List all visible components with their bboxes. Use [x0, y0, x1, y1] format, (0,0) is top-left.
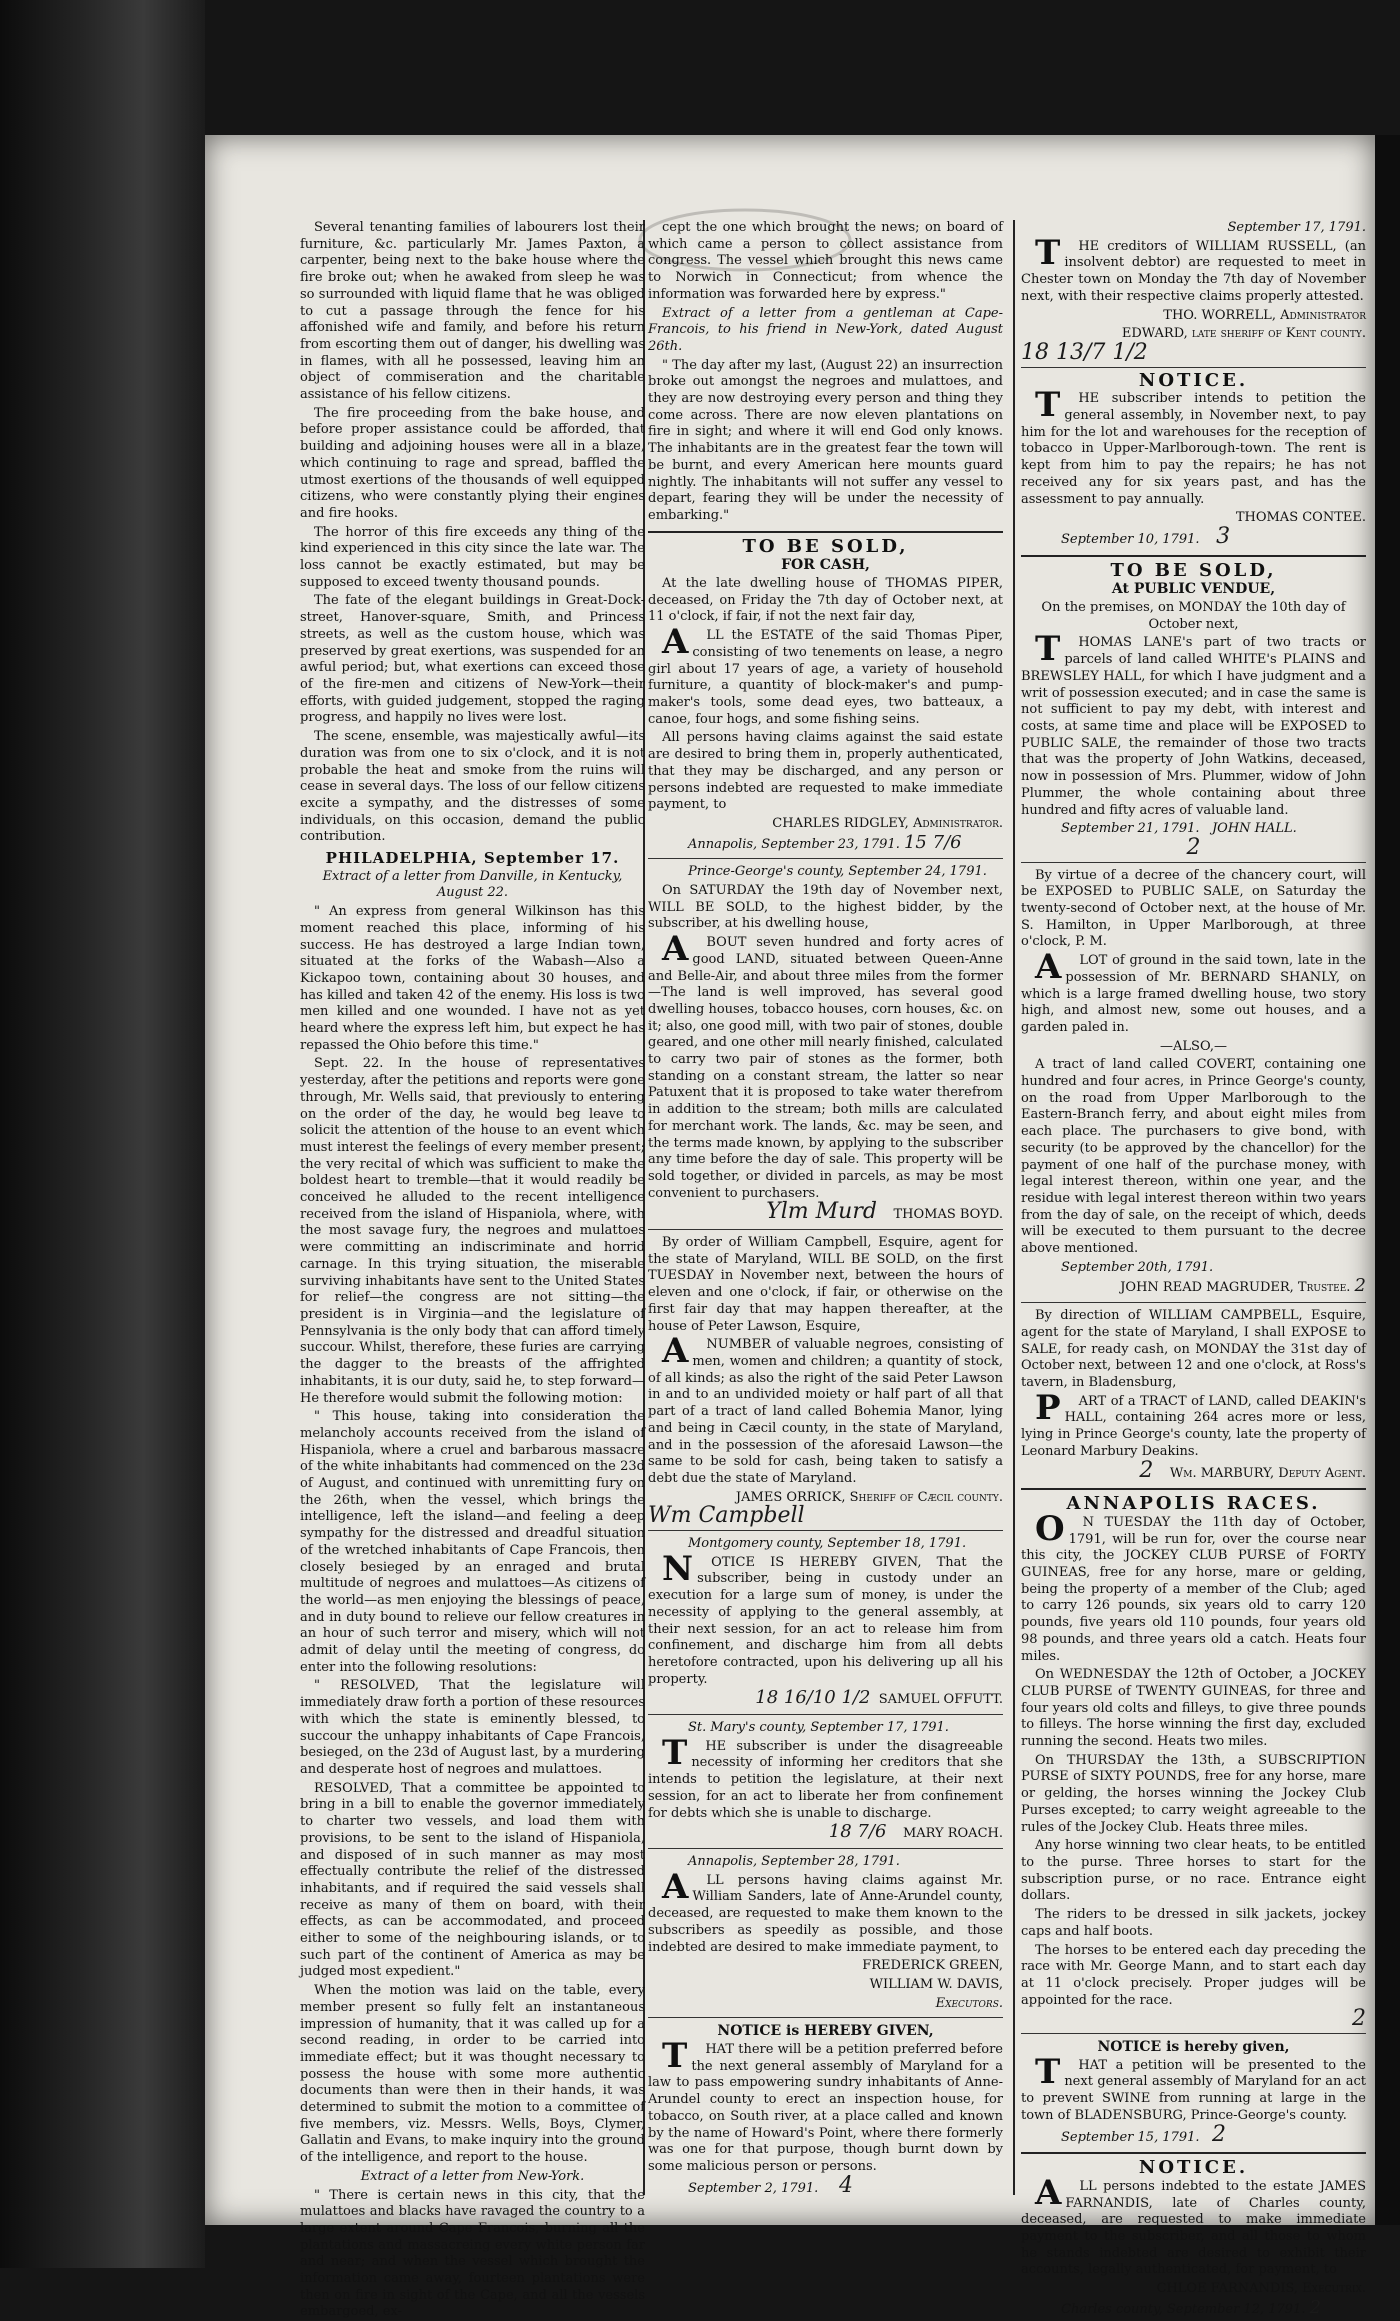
ad-signature: SAMUEL OFFUTT. — [878, 1692, 1003, 1708]
ad-signature: Wm. MARBURY, Deputy Agent. — [1169, 1465, 1366, 1481]
ad-body: A tract of land called COVERT, containing one hundred and four acres, in Prince George's county, on the road from Upper Marlborough to the Eastern-Branch ferry, and about eight miles from each place. The purchasers to give bond, with security (to be approved by the chancellor) for the payment of one half of the purchase money, with legal interest thereon, within one year, and the residue with legal interest thereon within two years from the day of sale, on the receipt of which, deeds will be executed to them pursuant to the decree above mentioned. — [1021, 1057, 1366, 1257]
ad-body: ON TUESDAY the 11th day of October, 1791, will be run for, over the course near this city, the JOCKEY CLUB PURSE of FORTY GUINEAS, free for any horse, mare or gelding, being the property of a member of the Club; aged to carry 126 pounds, six years old to carry 120 pounds, five years old 110 pounds, four years old 98 pounds, and three years old a catch. Heats four miles. — [1021, 1508, 1366, 1664]
ad-date: Montgomery county, September 18, 1791. — [688, 1536, 967, 1552]
ad-rule — [1021, 862, 1366, 863]
page-edge-shadow — [1375, 135, 1400, 2225]
article-paragraph: When the motion was laid on the table, every member present so fully felt an instantaneous impression of humanity, that it was called up for a second reading, in order to be carried into immediate effect; but it was thought necessary to possess the house with some more authentic documents than were then in their hands, it was determined to submit the motion to a committee of five members, viz. Messrs. Wells, Boys, Clymer, Gallatin and Evans, to make inquiry into the ground of the intelligence, and report to the house. — [300, 1983, 645, 2166]
article-paragraph: The horror of this fire exceeds any thing of the kind experienced in this city since the late war. The loss cannot be exactly estimated, but may be supposed to exceed twenty thousand pounds. — [300, 524, 645, 590]
handwritten-annotation: 2 — [1352, 2006, 1366, 2032]
article-paragraph: Sept. 22. In the house of representatives yesterday, after the petitions and reports were gone through, Mr. Wells said, that previously to entering on the order of the day, he would beg leave to solicit the attention of the house to an event which must interest the feelings of every member present; the very recital of which was sufficient to make the boldest heart to tremble—that it would readily be conceived he alluded to the recent intelligence received from the island of Hispaniola, where, with the most savage fury, the negroes and mulattoes were committing an indiscriminate and horrid carnage. In this trying situation, the miserable surviving inhabitants have sent to the United States for relief—the congress are not sitting—the president is in Virginia—and the legislature of Pennsylvania is the only body that can afford timely succour. Whilst, therefore, these furies are carrying the dagger to the breasts of the affrighted inhabitants, it is our duty, said he, to step forward—He therefore would submit the following motion: — [300, 1056, 645, 1406]
ad-title: TO BE SOLD, — [742, 535, 909, 557]
ad-body: THE subscriber intends to petition the general assembly, in November next, to pay him for the lot and warehouses for the reception of tobacco in Upper-Marlborough-town. The rent is kept from him to pay the repairs; he has not received any for six years past, and has the assessment to pay annually. — [1021, 385, 1366, 507]
ad-rule — [648, 858, 1003, 859]
ad-title: NOTICE is hereby given, — [1097, 2039, 1290, 2056]
ad-subtitle: FOR CASH, — [781, 557, 870, 574]
ad-body: THAT there will be a petition preferred before the next general assembly of Maryland for a law to pass empowering sundry inhabitants of Anne-Arundel county to erect an inspection house, for tobacco, on South river, at a place called and known by the name of Howard's Point, where there formerly was one for that purpose, though burnt down by some malicious person or persons. — [648, 2036, 1003, 2174]
ad-body: ANUMBER of valuable negroes, consisting of men, women and children; a quantity of stock, of all kinds; as also the right of the said Peter Lawson in and to an undivided moiety or half part of all that part of a tract of land called Bohemia Manor, lying and being in Cæcil county, in the state of Maryland, and in the possession of the aforesaid Lawson—the same to be sold for cash, being taken to satisfy a debt due the state of Maryland. — [648, 1331, 1003, 1486]
ad-subtitle: At PUBLIC VENDUE, — [1111, 581, 1276, 598]
ad-rule — [648, 1848, 1003, 1849]
handwritten-annotation: 4 — [838, 2172, 853, 2198]
article-paragraph: The fate of the elegant buildings in Great-Dock-street, Hanover-square, Smith, and Princess streets, as well as the custom house, which was preserved by great exertions, was suspended for an awful period; but, what exertions can exceed those of the fire-men and citizens of New-York—their efforts, with guided judgement, stopped the raging progress, and happily no lives were lost. — [300, 593, 645, 726]
ad-body: On WEDNESDAY the 12th of October, a JOCKEY CLUB PURSE of TWENTY GUINEAS, for three and four years old colts and filleys, to give three pounds to filleys. The horse winning the first day, excluded running the second. Heats two miles. — [1021, 1667, 1366, 1750]
section-rule — [1021, 1488, 1366, 1490]
section-rule — [1021, 2152, 1366, 2154]
ad-signature: WILLIAM W. DAVIS, — [869, 1976, 1003, 1992]
ad-title: NOTICE is HEREBY GIVEN, — [717, 2023, 934, 2040]
handwritten-annotation: Wm Campbell — [648, 1503, 805, 1529]
column-middle — [648, 220, 1003, 2200]
ad-body: All persons having claims against the said estate are desired to bring them in, properly authenticated, that they may be discharged, and any person or persons indebted are requested to make immediate payment, to — [648, 730, 1003, 813]
ad-signature: CHLOE FARNANDIS, Executrix. — [1156, 2281, 1366, 2297]
handwritten-annotation: Ylm Murd — [766, 1199, 877, 1225]
handwritten-annotation: 18 16/10 1/2 — [755, 1687, 871, 1709]
ad-intro: By direction of WILLIAM CAMPBELL, Esquire, agent for the state of Maryland, I shall EXPOSE to SALE, for ready cash, on MONDAY the 31st day of October next, between 12 and one o'clock, at Ross's tavern, in Bladensburg, — [1021, 1308, 1366, 1390]
ad-body: Any horse winning two clear heats, to be entitled to the purse. Three horses to start for the subscription purse, or no race. Entrance eight dollars. — [1021, 1838, 1366, 1904]
ad-date: September 10, 1791. — [1061, 531, 1200, 547]
article-paragraph: " An express from general Wilkinson has this moment reached this place, informing of his success. He has destroyed a large Indian town, situated at the forks of the Wabash—Also a Kickapoo town, containing about 30 houses, and has killed and taken 42 of the enemy. His loss is two men killed and one wounded. I have not as yet heard where the express left him, but expect he has repassed the Ohio before this time." — [300, 904, 645, 1053]
article-paragraph: " There is certain news in this city, that the mulattoes and blacks have ravaged the country to a large extent around Cape Francois, burning all the plantations and massacreing every white person far and near; and when the vessel which brought the information came away, fourteen plantations were then on fire in sight of the Cape, and all the vessels embargoed, ex- — [300, 2187, 645, 2320]
book-binding — [0, 0, 205, 2268]
ad-title: ANNAPOLIS RACES. — [1066, 1493, 1321, 1515]
ad-date-line — [648, 2172, 1003, 2198]
handwritten-annotation: 3 — [1216, 523, 1231, 549]
article-paragraph: " RESOLVED, That the legislature will immediately draw forth a portion of these resources with which the state is eminently blessed, to succour the unhappy inhabitants of Cape Francois, besieged, on the 23d of August last, by a murdering and desperate host of negroes and mulattoes. — [300, 1678, 645, 1777]
handwritten-annotation: 2 — [1186, 834, 1201, 860]
handwritten-annotation: 18 13/7 1/2 — [1021, 339, 1148, 365]
ad-date-line — [1021, 523, 1366, 549]
ad-date-line — [648, 831, 1003, 854]
ad-body: ALL persons having claims against Mr. William Sanders, late of Anne-Arundel county, deceased, are requested to make them known to the subscribers as speedily as possible, and those indebted are desired to make immediate payment, to — [648, 1866, 1003, 1955]
ad-body: ABOUT seven hundred and forty acres of good LAND, situated between Queen-Anne and Belle-Air, and about three miles from the former—The land is well improved, has several good dwelling houses, tobacco houses, corn houses, &c. on it; also, one good mill, with two pair of stones, double geared, and one other mill nearly finished, calculated to carry two pair of stones as the former, both standing on a constant stream, the latter so near Patuxent that it is proposed to take water therefrom in addition to the stream; both mills are calculated for merchant work. The lands, &c. may be seen, and the terms made known, by applying to the subscriber any time before the day of sale. This property will be sold together, or divided in parcels, as may be most convenient to purchasers. — [648, 929, 1003, 1201]
ad-intro: On SATURDAY the 19th day of November next, WILL BE SOLD, to the highest bidder, by the subscriber, at his dwelling house, — [648, 883, 1003, 932]
ad-date: September 2, 1791. — [688, 2180, 819, 2196]
handwritten-annotation: 2 — [1139, 1457, 1154, 1483]
article-paragraph: The scene, ensemble, was majestically awful—its duration was from one to six o'clock, and it is not probable the heat and smoke from the ruins will cease in several days. The loss of our fellow citizens excite a sympathy, and the distresses of some individuals, on this occasion, demand the public contribution. — [300, 729, 645, 845]
ad-body: On THURSDAY the 13th, a SUBSCRIPTION PURSE of SIXTY POUNDS, free for any horse, mare or gelding, the horses winning the Jockey Club Purses excepted; to carry weight agreeable to the rules of the Jockey Club. Heats three miles. — [1021, 1752, 1366, 1835]
ad-rule — [1021, 1302, 1366, 1303]
ad-body: THAT a petition will be presented to the next general assembly of Maryland for an act to prevent SWINE from running at large in the town of BLADENSBURG, Prince-George's county. — [1021, 2051, 1366, 2123]
ad-signature-role: Executors. — [935, 1995, 1003, 2011]
ad-also: —ALSO,— — [1160, 1038, 1227, 1054]
ad-date: September 17, 1791. — [1227, 220, 1366, 235]
ad-date: September 15, 1791. — [1061, 2129, 1200, 2145]
ad-signature: JOHN READ MAGRUDER, Trustee. — [1120, 1280, 1351, 1296]
article-paragraph: The fire proceeding from the bake house, and before proper assistance could be afforded, that building and adjoining houses were all in a blaze, which continuing to rage and spread, baffled the utmost exertions of the thousands of well equipped citizens, who were constantly plying their engines and fire hooks. — [300, 405, 645, 521]
ad-date: Annapolis, September 28, 1791. — [688, 1853, 900, 1869]
ad-rule — [1021, 2033, 1366, 2034]
column-right — [1021, 220, 1366, 2318]
ad-intro: By order of William Campbell, Esquire, agent for the state of Maryland, WILL BE SOLD, on the first TUESDAY in November next, between the hours of eleven and one o'clock, if fair, or otherwise on the first fair day that may happen thereafter, at the house of Peter Lawson, Esquire, — [648, 1235, 1003, 1334]
ad-date-line — [1021, 2296, 1366, 2319]
ad-body: ALL the ESTATE of the said Thomas Piper, consisting of two tenements on lease, a negro girl about 17 years of age, a variety of household furniture, a quantity of block-maker's and pump-maker's tools, some dead eyes, two batteaux, a canoe, four hogs, and some fishing seins. — [648, 622, 1003, 727]
ad-date-line — [1021, 2121, 1366, 2147]
ad-signature: CHARLES RIDGLEY, Administrator. — [772, 815, 1003, 831]
ad-title: NOTICE. — [1138, 369, 1249, 391]
ad-body: The horses to be entered each day preceding the race with Mr. George Mann, and to start each day at 11 o'clock precisely. Proper judges will be appointed for the race. — [1021, 1942, 1366, 2008]
ad-body: THE subscriber is under the disagreeable necessity of informing her creditors that she intends to petition the legislature, at their next session, for an act to liberate her from confinement for debts which she is unable to discharge. — [648, 1732, 1003, 1821]
handwritten-annotation: 2 — [1211, 2121, 1226, 2147]
handwritten-annotation: 15 7/6 — [903, 831, 962, 853]
ad-body: THOMAS LANE's part of two tracts or parcels of land called WHITE's PLAINS and BREWSLEY HALL, for which I have judgment and a writ of possession executed; and in case the same is not sufficient to pay my debt, with interest and costs, at same time and place will be EXPOSED to PUBLIC SALE, the remainder of those two tracts that was the property of John Watkins, deceased, now in possession of Mrs. Plummer, widow of John Plummer, the whole containing about three hundred and fifty acres of valuable land. — [1021, 629, 1366, 818]
handwritten-annotation: 2 — [1354, 1275, 1366, 1297]
extract-heading: Extract of a letter from New-York. — [360, 2168, 585, 2184]
handwritten-annotation: 18 7/6 — [828, 1821, 887, 1843]
ad-rule — [1021, 367, 1366, 368]
ad-intro: On the premises, on MONDAY the 10th day of October next, — [1041, 600, 1346, 632]
ad-intro: At the late dwelling house of THOMAS PIPER, deceased, on Friday the 7th day of October next, at 11 o'clock, if fair, if not the next fair day, — [648, 576, 1003, 625]
ad-signature-line — [648, 1821, 1003, 1843]
ad-title: TO BE SOLD, — [1110, 559, 1277, 581]
ad-body: NOTICE IS HEREBY GIVEN, That the subscriber, being in custody under an execution for a large sum of money, is under the necessity of applying to the general assembly, at their next session, for an act to release him from confinement, and discharge him from all debts heretofore contracted, upon his delivering up all his property. — [648, 1548, 1003, 1687]
ad-signature: THOMAS CONTEE. — [1235, 510, 1366, 526]
article-paragraph: " The day after my last, (August 22) an insurrection broke out amongst the negroes and mulattoes, and they are now destroying every person and thing they come across. There are now eleven plantations on fire in sight; and where it will end God only knows. The inhabitants are in the greatest fear the town will be burnt, and every American here mounts guard nightly. The inhabitants will not suffer any vessel to depart, fearing they will be under the necessity of embarking." — [648, 357, 1003, 523]
extract-heading: Extract of a letter from a gentleman at Cape-Francois, to his friend in New-York, dated August 26th. — [648, 305, 1003, 354]
ad-signature: JAMES ORRICK, Sheriff of Cæcil county. — [735, 1489, 1003, 1505]
ad-signature: THO. WORRELL, Administrator — [1163, 307, 1366, 323]
ad-rule — [648, 1229, 1003, 1230]
ad-signature: THOMAS BOYD. — [893, 1207, 1003, 1223]
ad-date-line — [1021, 1260, 1366, 1277]
ad-date: September 21, 1791. — [1061, 821, 1200, 837]
ad-title: NOTICE. — [1138, 2157, 1249, 2179]
extract-heading: Extract of a letter from Danville, in Kentucky, August 22. — [322, 868, 623, 901]
ad-signature-line — [648, 1199, 1003, 1225]
article-paragraph: cept the one which brought the news; on board of which came a person to collect assistance from congress. The vessel which brought this news came to Norwich in Connecticut; from whence the information was forwarded here by express." — [648, 220, 1003, 302]
ad-signature: EDWARD, late sheriff of Kent county. — [1121, 326, 1366, 342]
ad-date: Charles county, September 12, 1791. — [1061, 2301, 1306, 2317]
ad-rule — [648, 1530, 1003, 1531]
ad-body: ALL persons indebted to the estate JAMES FARNANDIS, late of Charles county, deceased, are requested to make immediate payment to the subscriber, and all those to whom he stands indebted are desired to exhibit their accounts, legally authenticated, for payment, to — [1021, 2172, 1366, 2278]
article-paragraph: RESOLVED, That a committee be appointed to bring in a bill to enable the governor immediately to charter two vessels, and load them with provisions, to be sent to the island of Hispaniola, and disposed of in such manner as may most effectually contribute the relief of the distressed inhabitants, and if required the said vessels shall receive as many of them on board, with their effects, as can be accommodated, and proceed either to some of the neighbouring islands, or to such part of the continent of America as may be judged most expedient." — [300, 1780, 645, 1980]
ad-signature: FREDERICK GREEN, — [862, 1958, 1003, 1974]
ad-intro: By virtue of a decree of the chancery court, will be EXPOSED to PUBLIC SALE, on Saturday the twenty-second of October next, at the house of Mr. S. Hamilton, in Upper Marlborough, at three o'clock, P. M. — [1021, 867, 1366, 950]
ad-signature-line — [1021, 1275, 1366, 1297]
column-rule-right — [1013, 220, 1015, 2195]
ad-date: Prince-George's county, September 24, 1791. — [688, 864, 987, 880]
ad-body: THE creditors of WILLIAM RUSSELL, (an insolvent debtor) are requested to meet in Chester town on Monday the 7th day of November next, with their respective claims properly attested. — [1021, 232, 1366, 304]
ad-rule — [648, 2017, 1003, 2018]
ad-date: September 20th, 1791. — [1061, 1259, 1214, 1275]
article-paragraph: " This house, taking into consideration the melancholy accounts received from the island of Hispaniola, where a cruel and barbarous massacre of the white inhabitants had commenced on the 23d of August, and continued with unremitting fury on the 26th, when the vessel, which brings the intelligence, left the island—and feeling a deep sympathy for the distressed and dreadful situation of the wretched inhabitants of Cape Francois, then closely besieged by an enraged and brutal multitude of negroes and mulattoes—As citizens of the world—as men enjoying the blessings of peace, and in duty bound to relieve our fellow creatures in an hour of such terror and misery, which will not admit of delay until the meeting of congress, do enter into the following resolutions: — [300, 1409, 645, 1675]
ad-signature: MARY ROACH. — [902, 1826, 1003, 1842]
ad-signature-line — [1021, 1457, 1366, 1483]
ad-rule — [648, 1714, 1003, 1715]
column-left — [300, 220, 645, 2320]
ad-body: ALOT of ground in the said town, late in the possession of Mr. BERNARD SHANLY, on which is a large framed dwelling house, two story high, and almost new, some out houses, and a garden paled in. — [1021, 947, 1366, 1035]
handwritten-annotation: 2 — [1309, 2296, 1322, 2318]
ad-body: The riders to be dressed in silk jackets, jockey caps and half boots. — [1021, 1907, 1366, 1939]
ad-date: Annapolis, September 23, 1791. — [688, 836, 900, 852]
ad-date: St. Mary's county, September 17, 1791. — [688, 1720, 949, 1736]
section-rule — [1021, 555, 1366, 557]
dateline-heading: PHILADELPHIA, September 17. — [325, 849, 620, 868]
ad-signature: JOHN HALL. — [1211, 821, 1297, 837]
ad-body: PART of a TRACT of LAND, called DEAKIN's HALL, containing 264 acres more or less, lying in Prince George's county, late the property of Leonard Marbury Deakins. — [1021, 1387, 1366, 1459]
section-rule — [648, 531, 1003, 533]
article-paragraph: Several tenanting families of labourers lost their furniture, &c. particularly Mr. James Paxton, a carpenter, being next to the bake house where the fire broke out; when he awaked from sleep he was so surrounded with liquid flame that he was obliged to cut a passage through the fence for his affonished wife and family, and before his return from escorting them out of danger, his dwelling was in flames, with all he possessed, leaving him an object of commiseration and the charitable assistance of his fellow citizens. — [300, 220, 645, 403]
ad-signature-line — [648, 1687, 1003, 1709]
newspaper-page — [205, 135, 1375, 2320]
